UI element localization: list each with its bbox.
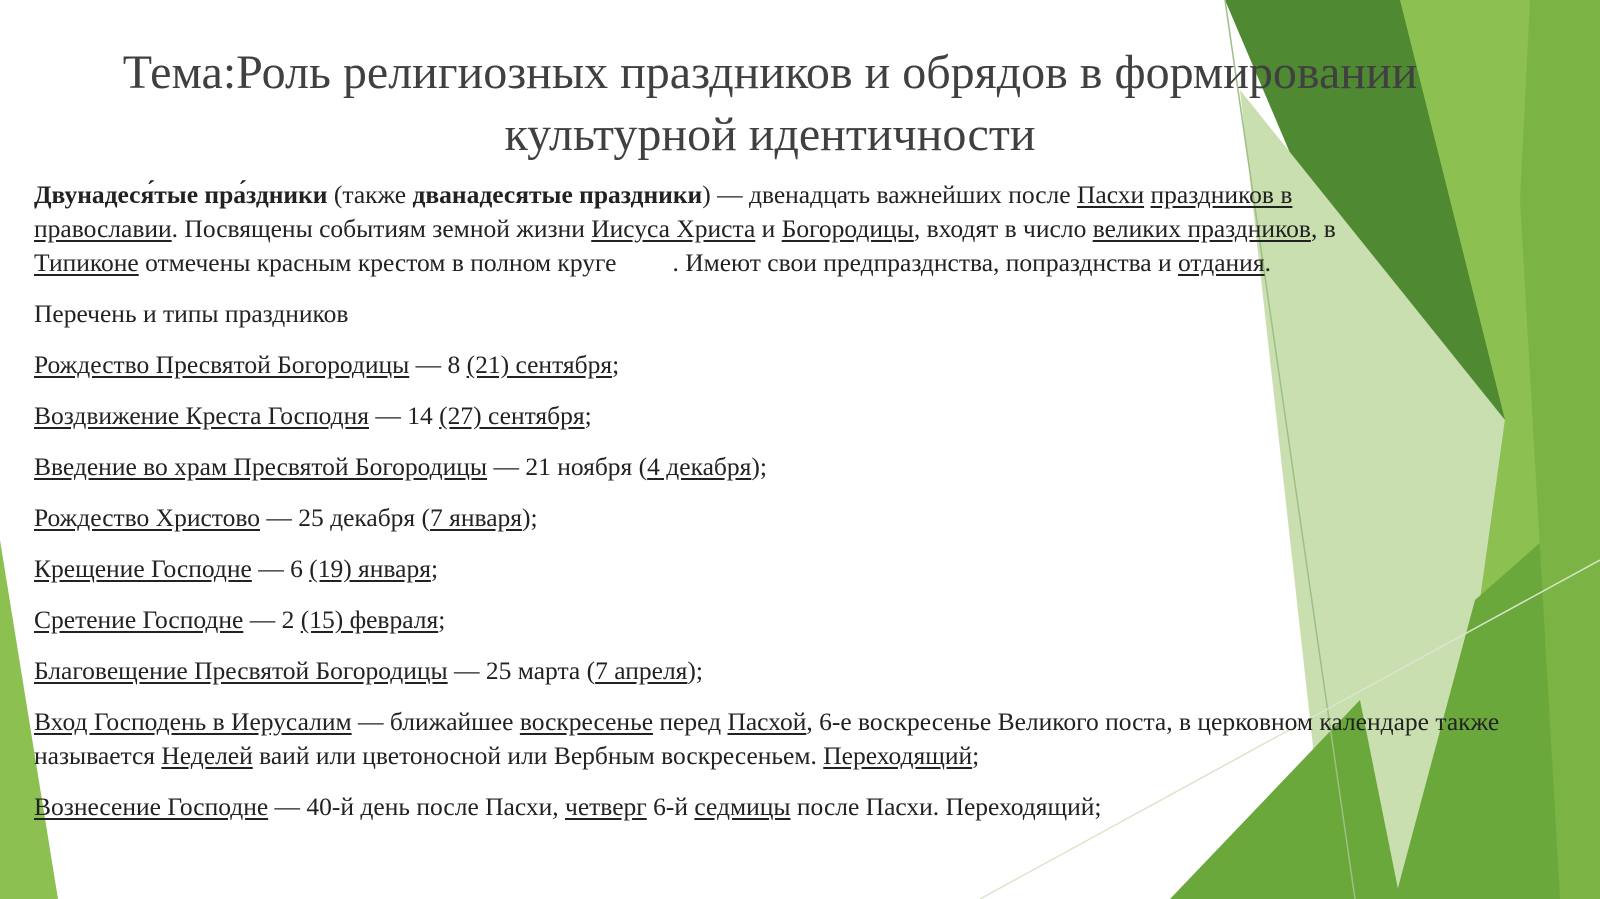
link-typikon[interactable]: Типиконе — [34, 248, 139, 277]
link-feast-nativity-christ[interactable]: Рождество Христово — [34, 503, 260, 532]
feast-item-exaltation-cross: Воздвижение Креста Господня — 14 (27) сентября; — [34, 401, 592, 430]
slide-content — [34, 178, 1504, 841]
link-feast-nativity-theotokos[interactable]: Рождество Пресвятой Богородицы — [34, 350, 410, 379]
link-feast-presentation-theotokos[interactable]: Введение во храм Пресвятой Богородицы — [34, 452, 488, 481]
link-feast-baptism[interactable]: Крещение Господне — [34, 554, 252, 583]
alt-term-bold: дванадесятые праздники — [412, 180, 703, 209]
link-date[interactable]: (27) сентября — [439, 401, 585, 430]
link-date[interactable]: (19) января — [309, 554, 431, 583]
link-pascha-2[interactable]: Пасхой — [727, 707, 807, 736]
list-heading: Перечень и типы праздников — [34, 299, 349, 328]
link-date[interactable]: (21) сентября — [466, 350, 613, 379]
term-bold: Двунадеся́тые пра́здники — [34, 180, 328, 209]
feast-item-presentation-theotokos: Введение во храм Пресвятой Богородицы — 21 ноября (4 декабря); — [34, 452, 767, 481]
link-theotokos[interactable]: Богородицы — [781, 214, 914, 243]
feast-item-meeting: Сретение Господне — 2 (15) февраля; — [34, 605, 446, 634]
feast-item-annunciation: Благовещение Пресвятой Богородицы — 25 марта (7 апреля); — [34, 656, 703, 685]
intro-paragraph: Двунадеся́тые пра́здники (также дванадесятые праздники) — двенадцать важнейших после Пасхи праздников в православии. Посвящены событиям земной жизни Иисуса Христа и Богородицы, входят в число великих праздников, в Типиконе отмечены красным крестом в полном круге . Имеют свои предпразднства, попразднства и отдания. — [34, 180, 1336, 277]
link-feast-ascension[interactable]: Вознесение Господне — [34, 792, 269, 821]
feast-item-entry-jerusalem: Вход Господень в Иерусалим — ближайшее воскресенье перед Пасхой, 6-е воскресенье Великого поста, в церковном календаре также называется Неделей ваий или цветоносной или Вербным воскресеньем. Переходящий; — [34, 707, 1500, 770]
link-great-feasts[interactable]: великих праздников — [1092, 214, 1311, 243]
feast-item-nativity-theotokos: Рождество Пресвятой Богородицы — 8 (21) сентября; — [34, 350, 620, 379]
feast-item-nativity-christ: Рождество Христово — 25 декабря (7 января); — [34, 503, 538, 532]
link-nedelya[interactable]: Неделей — [161, 741, 253, 770]
link-date[interactable]: 7 января — [430, 503, 523, 532]
link-feast-meeting[interactable]: Сретение Господне — [34, 605, 244, 634]
link-thursday[interactable]: четверг — [565, 792, 647, 821]
link-feast-exaltation-cross[interactable]: Воздвижение Креста Господня — [34, 401, 370, 430]
link-moveable[interactable]: Переходящий — [823, 741, 973, 770]
slide-title: Тема:Роль религиозных праздников и обрядов в формировании культурной идентичности — [122, 46, 1418, 161]
link-feast-entry-jerusalem[interactable]: Вход Господень в Иерусалим — [34, 707, 352, 736]
link-orthodoxy-feasts[interactable]: праздников в православии — [34, 180, 1293, 243]
link-jesus-christ[interactable]: Иисуса Христа — [591, 214, 756, 243]
feast-item-baptism: Крещение Господне — 6 (19) января; — [34, 554, 439, 583]
link-sunday[interactable]: воскресенье — [519, 707, 654, 736]
link-feast-annunciation[interactable]: Благовещение Пресвятой Богородицы — [34, 656, 448, 685]
feast-item-ascension: Вознесение Господне — 40-й день после Пасхи, четверг 6-й седмицы после Пасхи. Переходящий; — [34, 792, 1102, 821]
link-sedmitsa[interactable]: седмицы — [694, 792, 791, 821]
link-apodosis[interactable]: отдания — [1178, 248, 1265, 277]
link-date[interactable]: 7 апреля — [595, 656, 688, 685]
link-date[interactable]: 4 декабря — [647, 452, 752, 481]
link-date[interactable]: (15) февраля — [300, 605, 439, 634]
link-pascha[interactable]: Пасхи — [1076, 180, 1145, 209]
